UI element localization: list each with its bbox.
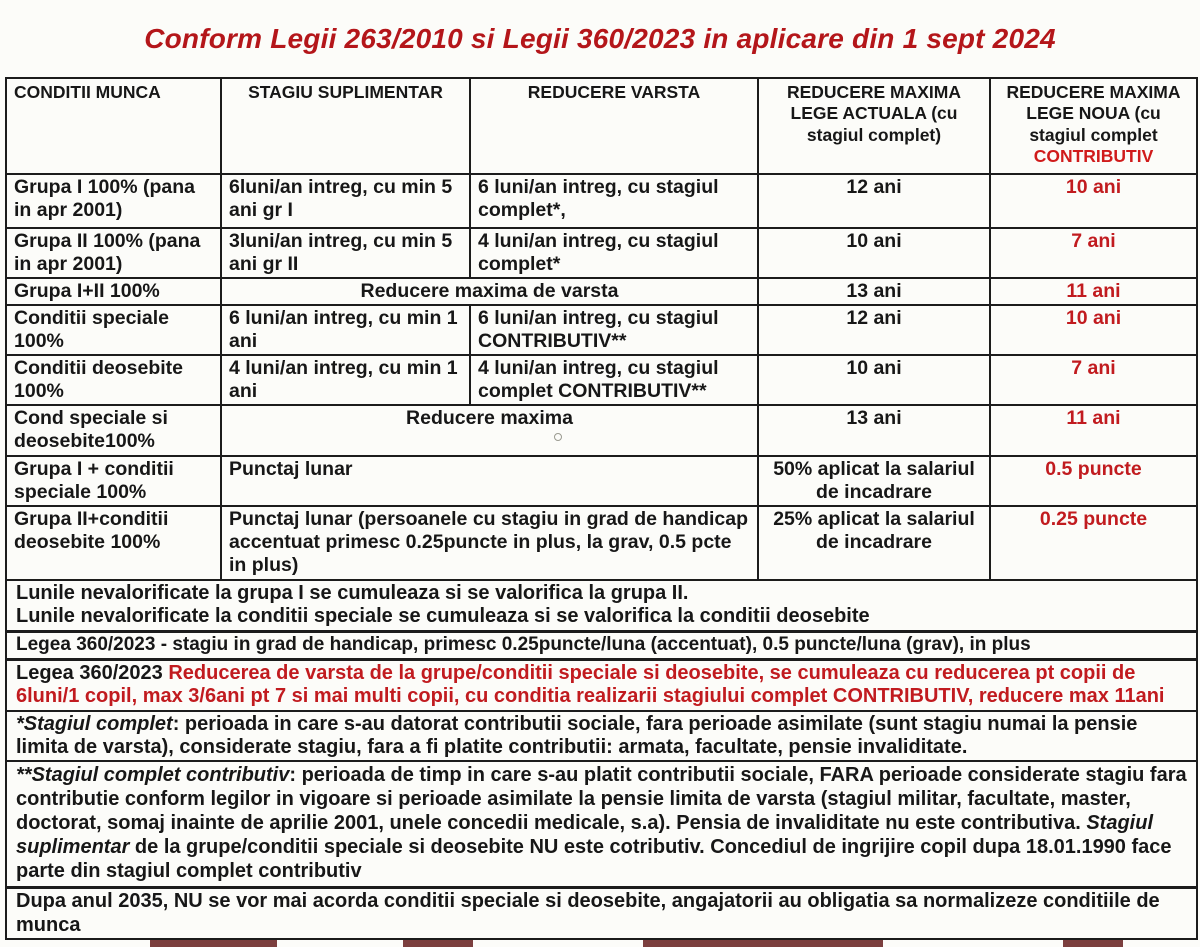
header-lege-noua-main: REDUCERE MAXIMA LEGE NOUA (cu stagiul complet [1006, 82, 1181, 145]
note-stagiul-suplimentar-term: Stagiul suplimentar [16, 812, 1154, 859]
note-dupa-2035 [6, 888, 1197, 939]
table-row-grupa-1 [6, 174, 1197, 228]
table-row-conditii-speciale [6, 305, 1197, 355]
cell-lege-actuala: 12 ani [758, 305, 990, 355]
cell-lege-noua: 10 ani [990, 305, 1197, 355]
note-contributiv-term: **Stagiul complet contributiv [16, 764, 290, 787]
document-title: Conform Legii 263/2010 si Legii 360/2023 in aplicare din 1 sept 2024 [144, 22, 1056, 54]
cell-lege-actuala: 10 ani [758, 228, 990, 278]
cell-reducere: 4 luni/an intreg, cu stagiul complet* [470, 228, 758, 278]
table-row-grupa-2 [6, 228, 1197, 278]
note-stagiul-complet-term: *Stagiul complet [16, 712, 173, 735]
cell-span-text: Reducere maxima [406, 407, 573, 429]
cell-lege-noua: 11 ani [990, 278, 1197, 305]
cell-span-punctaj-lunar-handicap: Punctaj lunar (persoanele cu stagiu in grad de handicap accentuat primesc 0.25puncte in plus, la grav, 0.5 pcte in plus) [221, 506, 758, 580]
cell-conditii: Grupa II+conditii deosebite 100% [6, 506, 221, 580]
cell-stagiu: 6 luni/an intreg, cu min 1 ani [221, 305, 470, 355]
cell-span-reducere-maxima-varsta: Reducere maxima de varsta [221, 278, 758, 305]
cell-lege-actuala: 13 ani [758, 405, 990, 456]
note-stagiul-complet-definition: : perioada in care s-au datorat contributii sociale, fara perioade asimilate (sunt stagiu numai la pensie limita de varsta), considerate stagiu, fara a fi platite contributii: armata, facultate, pensie invaliditate. [16, 712, 1138, 758]
scan-artifact-dot [554, 433, 562, 441]
cell-lege-noua: 7 ani [990, 228, 1197, 278]
note-cell [6, 761, 1197, 888]
cell-lege-actuala: 13 ani [758, 278, 990, 305]
cell-stagiu: 6luni/an intreg, cu min 5 ani gr I [221, 174, 470, 228]
cell-stagiu: 3luni/an intreg, cu min 5 ani gr II [221, 228, 470, 278]
cell-lege-noua: 7 ani [990, 355, 1197, 405]
note-cell [6, 711, 1197, 762]
table-row-conditii-deosebite [6, 355, 1197, 405]
header-reducere-varsta: REDUCERE VARSTA [470, 78, 758, 174]
cell-reducere: 6 luni/an intreg, cu stagiul complet*, [470, 174, 758, 228]
note-legea-copii-label: Legea 360/2023 [16, 661, 169, 684]
cell-conditii: Conditii speciale 100% [6, 305, 221, 355]
cell-lege-noua: 0.25 puncte [990, 506, 1197, 580]
cell-conditii: Conditii deosebite 100% [6, 355, 221, 405]
cell-reducere: 4 luni/an intreg, cu stagiul complet CONTRIBUTIV** [470, 355, 758, 405]
cell-conditii: Grupa I + conditii speciale 100% [6, 456, 221, 506]
note-legea-copii [6, 659, 1197, 710]
table-row-grupa2-plus-deosebite [6, 506, 1197, 580]
cell-conditii: Grupa II 100% (pana in apr 2001) [6, 228, 221, 278]
note-line-lunile-grupa: Lunile nevalorificate la grupa I se cumuleaza si se valorifica la grupa II. [16, 582, 689, 604]
cell-lege-actuala: 50% aplicat la salariul de incadrare [758, 456, 990, 506]
note-contributiv-definition-1: : perioada de timp in care s-au platit contributii sociale, FARA perioade considerate stagiu fara contributie conform legilor in vigoare si perioade asimilate la pensie limita de varsta (stagiul militar, facultate, master, doctorat, somaj inainte de aprilie 2001, unele concedii medicale, s.a). Pensia de invaliditate nu este contributiva. [16, 764, 1187, 835]
note-lunile-nevalorificate [6, 580, 1197, 631]
header-row [6, 78, 1197, 174]
note-legea-copii-red-text: Reducerea de varsta de la grupe/conditii speciale si deosebite, se cumuleaza cu reducerea pt copii de 6luni/1 copil, max 3/6ani pt 7 si mai multi copii, cu conditia realizarii stagiului complet CONTRIBUTIV, reducere max 11ani [16, 661, 1165, 708]
note-cell: Legea 360/2023 - stagiu in grad de handicap, primesc 0.25puncte/luna (accentuat), 0.5 puncte/luna (grav), in plus [6, 631, 1197, 659]
note-cell: Dupa anul 2035, NU se vor mai acorda conditii speciale si deosebite, angajatorii au obligatia sa normalizeze conditiile de munca [6, 888, 1197, 939]
table-row-grupa-1-2 [6, 278, 1197, 305]
cell-conditii: Grupa I 100% (pana in apr 2001) [6, 174, 221, 228]
note-cell [6, 659, 1197, 710]
cell-lege-noua: 10 ani [990, 174, 1197, 228]
cell-lege-actuala: 12 ani [758, 174, 990, 228]
table-row-grupa1-plus-speciale [6, 456, 1197, 506]
cell-lege-actuala: 25% aplicat la salariul de incadrare [758, 506, 990, 580]
note-line-lunile-conditii: Lunile nevalorificate la conditii speciale se cumuleaza si se valorifica la conditii deosebite [16, 605, 870, 628]
header-lege-noua [990, 78, 1197, 174]
cell-span-reducere-maxima [221, 405, 758, 456]
note-legea-handicap [6, 631, 1197, 659]
table-row-cond-speciale-deosebite [6, 405, 1197, 456]
cutoff-red-text-strip [5, 940, 1195, 947]
cell-lege-actuala: 10 ani [758, 355, 990, 405]
cell-stagiu: 4 luni/an intreg, cu min 1 ani [221, 355, 470, 405]
cell-reducere: 6 luni/an intreg, cu stagiul CONTRIBUTIV** [470, 305, 758, 355]
header-contributiv-red: CONTRIBUTIV [1033, 146, 1154, 167]
header-conditii-munca: CONDITII MUNCA [6, 78, 221, 174]
pension-table [5, 77, 1198, 940]
cell-lege-noua: 11 ani [990, 405, 1197, 456]
cell-conditii: Cond speciale si deosebite100% [6, 405, 221, 456]
cell-lege-noua: 0.5 puncte [990, 456, 1197, 506]
note-stagiul-contributiv [6, 761, 1197, 888]
note-contributiv-definition-2: de la grupe/conditii speciale si deosebite NU este cotributiv. Concediul de ingrijire copil dupa 18.01.1990 face parte din stagiul complet contributiv [16, 836, 1172, 883]
note-cell [6, 580, 1197, 631]
header-lege-actuala: REDUCERE MAXIMA LEGE ACTUALA (cu stagiul complet) [758, 78, 990, 174]
cell-conditii: Grupa I+II 100% [6, 278, 221, 305]
cell-span-punctaj-lunar: Punctaj lunar [221, 456, 758, 506]
note-stagiul-complet [6, 711, 1197, 762]
header-stagiu-suplimentar: STAGIU SUPLIMENTAR [221, 78, 470, 174]
